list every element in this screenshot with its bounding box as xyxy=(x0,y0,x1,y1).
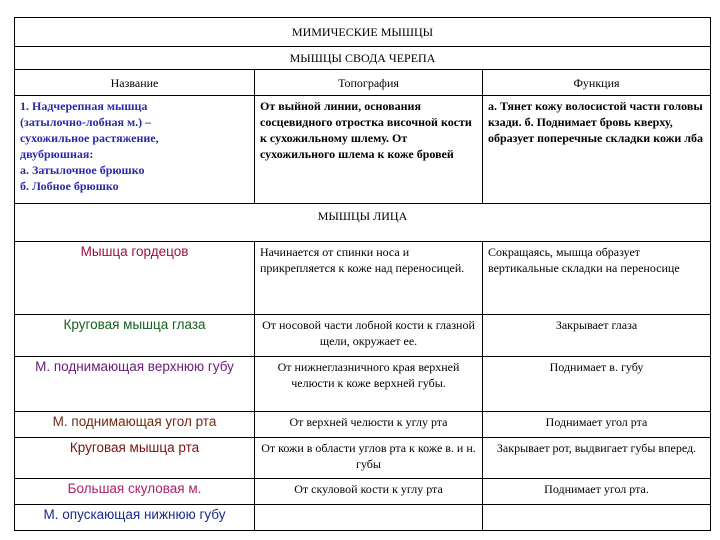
section-face-title: МЫШЦЫ ЛИЦА xyxy=(15,204,711,242)
skull-name-line: а. Затылочное брюшко xyxy=(20,163,145,177)
face-muscle-name: М. опускающая нижнюю губу xyxy=(15,505,255,531)
skull-muscle-function: а. Тянет кожу волосистой части головы кзади. б. Поднимает бровь кверху, образует поперечные складки кожи лба xyxy=(483,96,711,204)
face-muscle-function: Сокращаясь, мышца образует вертикальные складки на переносице xyxy=(483,242,711,315)
face-muscle-name: Мышца гордецов xyxy=(15,242,255,315)
face-muscle-topography: От носовой части лобной кости к глазной щели, окружает ее. xyxy=(255,315,483,357)
face-muscle-name: М. поднимающая угол рта xyxy=(15,412,255,438)
face-muscle-function: Закрывает глаза xyxy=(483,315,711,357)
face-muscle-function: Поднимает в. губу xyxy=(483,357,711,412)
face-muscle-function xyxy=(483,505,711,531)
face-muscle-name: Круговая мышца рта xyxy=(15,438,255,479)
face-muscle-function: Поднимает угол рта. xyxy=(483,479,711,505)
header-function: Функция xyxy=(483,70,711,96)
face-muscle-name: Круговая мышца глаза xyxy=(15,315,255,357)
face-muscle-topography: Начинается от спинки носа и прикрепляется к коже над переносицей. xyxy=(255,242,483,315)
skull-name-line: б. Лобное брюшко xyxy=(20,179,119,193)
face-muscle-topography xyxy=(255,505,483,531)
header-topography: Топография xyxy=(255,70,483,96)
face-muscle-topography: От скуловой кости к углу рта xyxy=(255,479,483,505)
face-muscle-topography: От верхней челюсти к углу рта xyxy=(255,412,483,438)
table-title: МИМИЧЕСКИЕ МЫШЦЫ xyxy=(15,18,711,47)
face-muscle-topography: От кожи в области углов рта к коже в. и н. губы xyxy=(255,438,483,479)
skull-muscle-topography: От выйной линии, основания сосцевидного отростка височной кости к сухожильному шлему. От сухожильного шлема к коже бровей xyxy=(255,96,483,204)
face-muscle-name: М. поднимающая верхнюю губу xyxy=(15,357,255,412)
skull-name-line: сухожильное растяжение, xyxy=(20,131,159,145)
skull-name-line: 1. Надчерепная мышца xyxy=(20,99,148,113)
skull-name-line: (затылочно-лобная м.) – xyxy=(20,115,152,129)
face-muscle-topography: От нижнеглазничного края верхней челюсти к коже верхней губы. xyxy=(255,357,483,412)
face-muscle-name: Большая скуловая м. xyxy=(15,479,255,505)
muscles-table xyxy=(14,17,711,531)
face-muscle-function: Поднимает угол рта xyxy=(483,412,711,438)
header-name: Название xyxy=(15,70,255,96)
skull-name-line: двубрюшная: xyxy=(20,147,94,161)
skull-muscle-name xyxy=(15,96,255,204)
section-skull-title: МЫШЦЫ СВОДА ЧЕРЕПА xyxy=(15,47,711,70)
face-muscle-function: Закрывает рот, выдвигает губы вперед. xyxy=(483,438,711,479)
